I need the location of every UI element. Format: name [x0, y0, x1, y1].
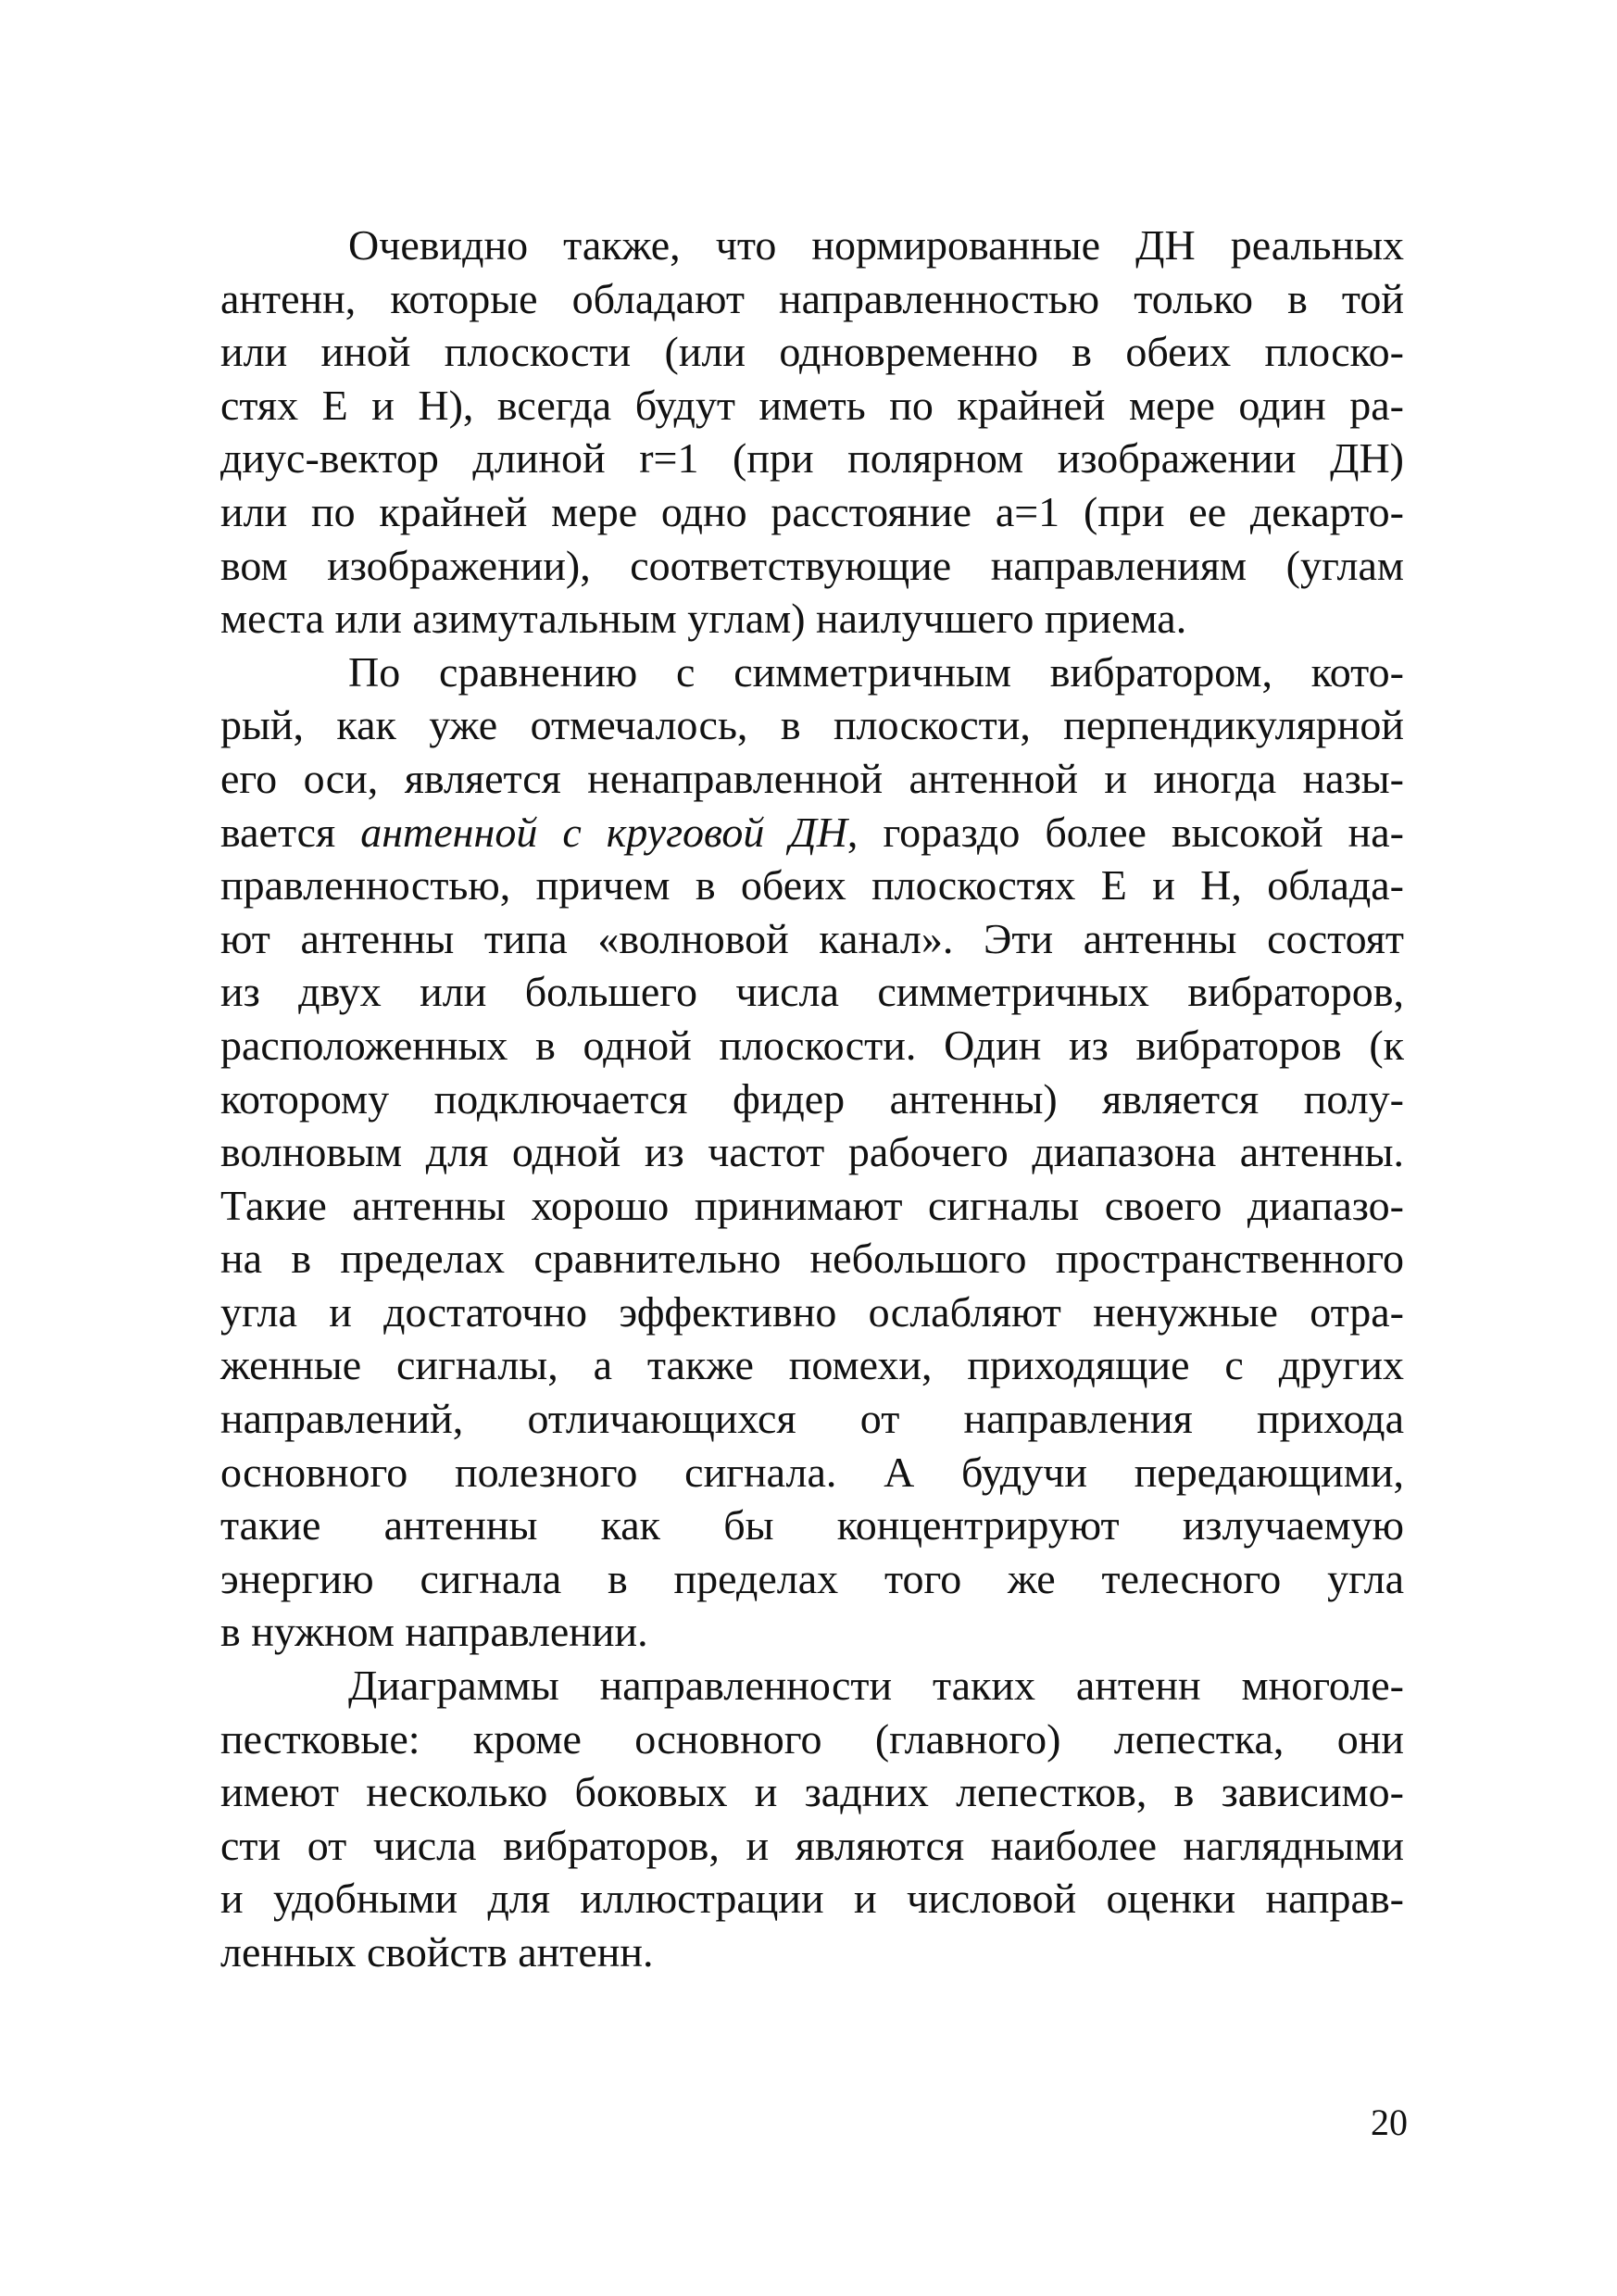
text-line: или иной плоскости (или одновременно в обеих плоско-	[220, 328, 1404, 376]
text-line: пестковые: кроме основного (главного) лепестка, они	[220, 1714, 1404, 1763]
text-line: которому подключается фидер антенны) является полу-	[220, 1074, 1404, 1123]
paragraph	[220, 219, 1404, 646]
text-run: вается	[220, 808, 361, 856]
text-line: ют антенны типа «волновой канал». Эти антенны состоят	[220, 914, 1404, 962]
text-line: антенн, которые обладают направленностью только в той	[220, 274, 1404, 322]
text-line: По сравнению с симметричным вибратором, кото-	[348, 647, 1404, 696]
text-line: волновым для одной из частот рабочего диапазона антенны.	[220, 1128, 1404, 1176]
text-line: Диаграммы направленности таких антенн многоле-	[348, 1662, 1404, 1710]
text-line: Такие антенны хорошо принимают сигналы своего диапазо-	[220, 1181, 1404, 1229]
text-line: сти от числа вибраторов, и являются наиболее наглядными	[220, 1821, 1404, 1869]
text-line: в нужном направлении.	[220, 1608, 648, 1656]
text-line: имеют несколько боковых и задних лепестков, в зависимо-	[220, 1768, 1404, 1816]
text-line: места или азимутальным углам) наилучшего приема.	[220, 595, 1187, 643]
italic-term: антенной с круговой ДН	[360, 808, 847, 856]
text-line: основного полезного сигнала. А будучи передающими,	[220, 1448, 1404, 1496]
text-line: ленных свойств антенн.	[220, 1928, 654, 1976]
text-line: энергию сигнала в пределах того же телесного угла	[220, 1554, 1404, 1602]
text-line: или по крайней мере одно расстояние а=1 (при ее декарто-	[220, 487, 1404, 535]
text-line: на в пределах сравнительно небольшого пространственного	[220, 1235, 1404, 1283]
text-line: стях Е и Н), всегда будут иметь по крайней мере один ра-	[220, 381, 1404, 429]
text-line: и удобными для иллюстрации и числовой оценки направ-	[220, 1875, 1404, 1923]
text-line: его оси, является ненаправленной антенной и иногда назы-	[220, 754, 1404, 802]
text-run: , гораздо более высокой на-	[846, 808, 1405, 856]
text-line: вом изображении), соответствующие направлениям (углам	[220, 541, 1404, 589]
text-line: диус-вектор длиной r=1 (при полярном изображении ДН)	[220, 434, 1404, 483]
text-line: из двух или большего числа симметричных вибраторов,	[220, 968, 1404, 1016]
text-line: Очевидно также, что нормированные ДН реальных	[348, 221, 1404, 269]
text-line: женные сигналы, а также помехи, приходящие с других	[220, 1341, 1404, 1389]
paragraph	[220, 646, 1404, 1659]
text-line: правленностью, причем в обеих плоскостях Е и Н, облада-	[220, 861, 1404, 910]
text-line: рый, как уже отмечалось, в плоскости, перпендикулярной	[220, 701, 1404, 749]
text-line	[220, 806, 1404, 859]
text-line: такие антенны как бы концентрируют излучаемую	[220, 1501, 1404, 1549]
paragraph	[220, 1659, 1404, 1979]
text-line: направлений, отличающихся от направления прихода	[220, 1395, 1404, 1443]
text-line: расположенных в одной плоскости. Один из вибраторов (к	[220, 1021, 1404, 1069]
body-text	[220, 219, 1404, 1979]
text-line: угла и достаточно эффективно ослабляют ненужные отра-	[220, 1287, 1404, 1336]
page-number: 20	[1371, 2102, 1408, 2143]
